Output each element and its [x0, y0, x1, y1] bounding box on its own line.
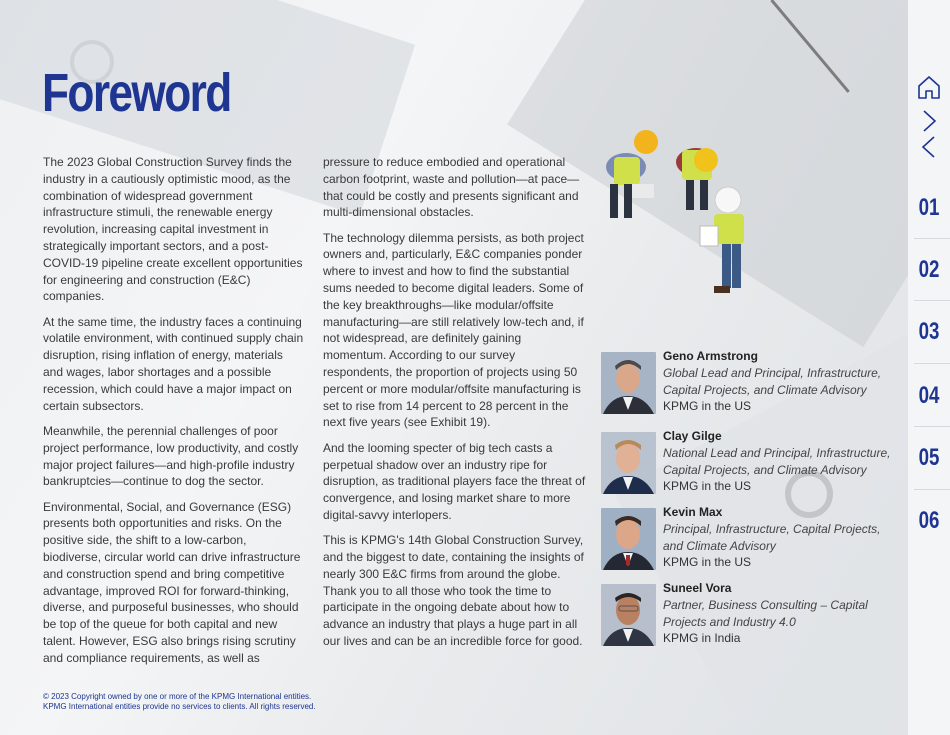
left-text-column [43, 154, 305, 675]
paragraph: pressure to reduce embodied and operational carbon footprint, waste and pollution—at pace—that could be costly and presents significant and multi-dimensional obstacles. [323, 155, 580, 220]
chapter-link-05[interactable]: 05 [918, 444, 940, 471]
person-org: KPMG in the US [663, 555, 752, 570]
person-card [601, 429, 901, 502]
chapter-link-02[interactable]: 02 [918, 256, 940, 283]
chapter-link-04[interactable]: 04 [918, 382, 940, 409]
headshot-photo [601, 584, 656, 646]
paragraph: The technology dilemma persists, as both project owners and, particularly, E&C companies ponder where to invest and how to find the substantial sums needed to become digital leaders. Some of the key breakthroughs—like modular/offsite manufacturing—are still relatively low-tech and, if not widespread, are definitely gaining momentum. According to our survey respondents, the proportion of projects using 50 percent or more modular/offsite manufacturing is set to rise from 14 percent to 28 percent in the next five years (see Exhibit 19). [323, 230, 584, 430]
person-name: Geno Armstrong [663, 349, 758, 363]
person-card [601, 349, 901, 422]
person-org: KPMG in the US [663, 479, 752, 494]
person-role: Global Lead and Principal, Infrastructure, Capital Projects, and Climate Advisory [663, 365, 882, 397]
person-card [601, 581, 901, 654]
person-org: KPMG in India [663, 631, 741, 646]
divider [914, 363, 950, 364]
paragraph: At the same time, the industry faces a continuing volatile environment, with continued supply chain disruption, rising inflation of energy, materials and wages, labor shortages and a possible recession, which could have a major impact on certain subsectors. [43, 314, 304, 413]
right-text-column [323, 154, 587, 658]
copyright-line: © 2023 Copyright owned by one or more of the KPMG International entities. [43, 692, 312, 701]
divider [914, 489, 950, 490]
divider [914, 426, 950, 427]
chevron-right-icon[interactable] [916, 108, 942, 134]
person-name: Kevin Max [663, 505, 723, 519]
chapter-link-03[interactable]: 03 [918, 318, 940, 345]
copyright-line: KPMG International entities provide no services to clients. All rights reserved. [43, 702, 316, 711]
page-title: Foreword [42, 63, 231, 123]
headshot-photo [601, 508, 656, 570]
home-icon[interactable] [916, 74, 942, 100]
person-name: Clay Gilge [663, 429, 722, 443]
person-name: Suneel Vora [663, 581, 732, 595]
paragraph: And the looming specter of big tech casts a perpetual shadow over an industry ripe for disruption, as traditional players face the threat of convergence, and losing market share to more digital-savvy interlopers. [323, 440, 586, 522]
person-card [601, 505, 901, 578]
paragraph: The 2023 Global Construction Survey finds the industry in a cautiously optimistic mood, as the combination of widespread government infrastructure stimuli, the renewable energy revolution, increasing capital investment in strategically important sectors, and a post-COVID-19 pipeline create excellent opportunities for engineering and construction (E&C) companies. [43, 155, 303, 304]
person-role: Partner, Business Consulting – Capital Projects and Industry 4.0 [663, 597, 868, 629]
paragraph: Meanwhile, the perennial challenges of poor project performance, low productivity, and costly major project failures—and high-profile industry bankruptcies—continue to dog the sector. [43, 423, 299, 489]
chapter-link-01[interactable]: 01 [918, 194, 940, 221]
headshot-photo [601, 432, 656, 494]
chevron-left-icon[interactable] [916, 134, 942, 160]
chapter-link-06[interactable]: 06 [918, 507, 940, 534]
chapter-sidebar [908, 0, 950, 735]
divider [914, 300, 950, 301]
divider [914, 238, 950, 239]
person-role: Principal, Infrastructure, Capital Projects, and Climate Advisory [663, 521, 881, 553]
headshot-photo [601, 352, 656, 414]
paragraph: This is KPMG's 14th Global Construction Survey, and the biggest to date, containing the insights of nearly 300 E&C firms from around the globe. Thank you to all those who took the time to participate in the ongoing debate about how to advance an industry that plays a huge part in all our lives and can be an incredible force for good. [323, 533, 584, 649]
person-role: National Lead and Principal, Infrastructure, Capital Projects, and Climate Advisory [663, 445, 891, 477]
person-org: KPMG in the US [663, 399, 752, 414]
copyright-footer [43, 692, 316, 712]
paragraph: Environmental, Social, and Governance (ESG) presents both opportunities and risks. On the positive side, the shift to a low-carbon, biodiverse, circular world can drive infrastructure and construction spend and bring competitive advantage, improved ROI for forward-thinking, diverse, and purposeful businesses, who should be top of the queue for both capital and new talent. However, ESG also brings rising scrutiny and compliance requirements, as well as [43, 499, 301, 665]
construction-workers-image [596, 122, 776, 302]
